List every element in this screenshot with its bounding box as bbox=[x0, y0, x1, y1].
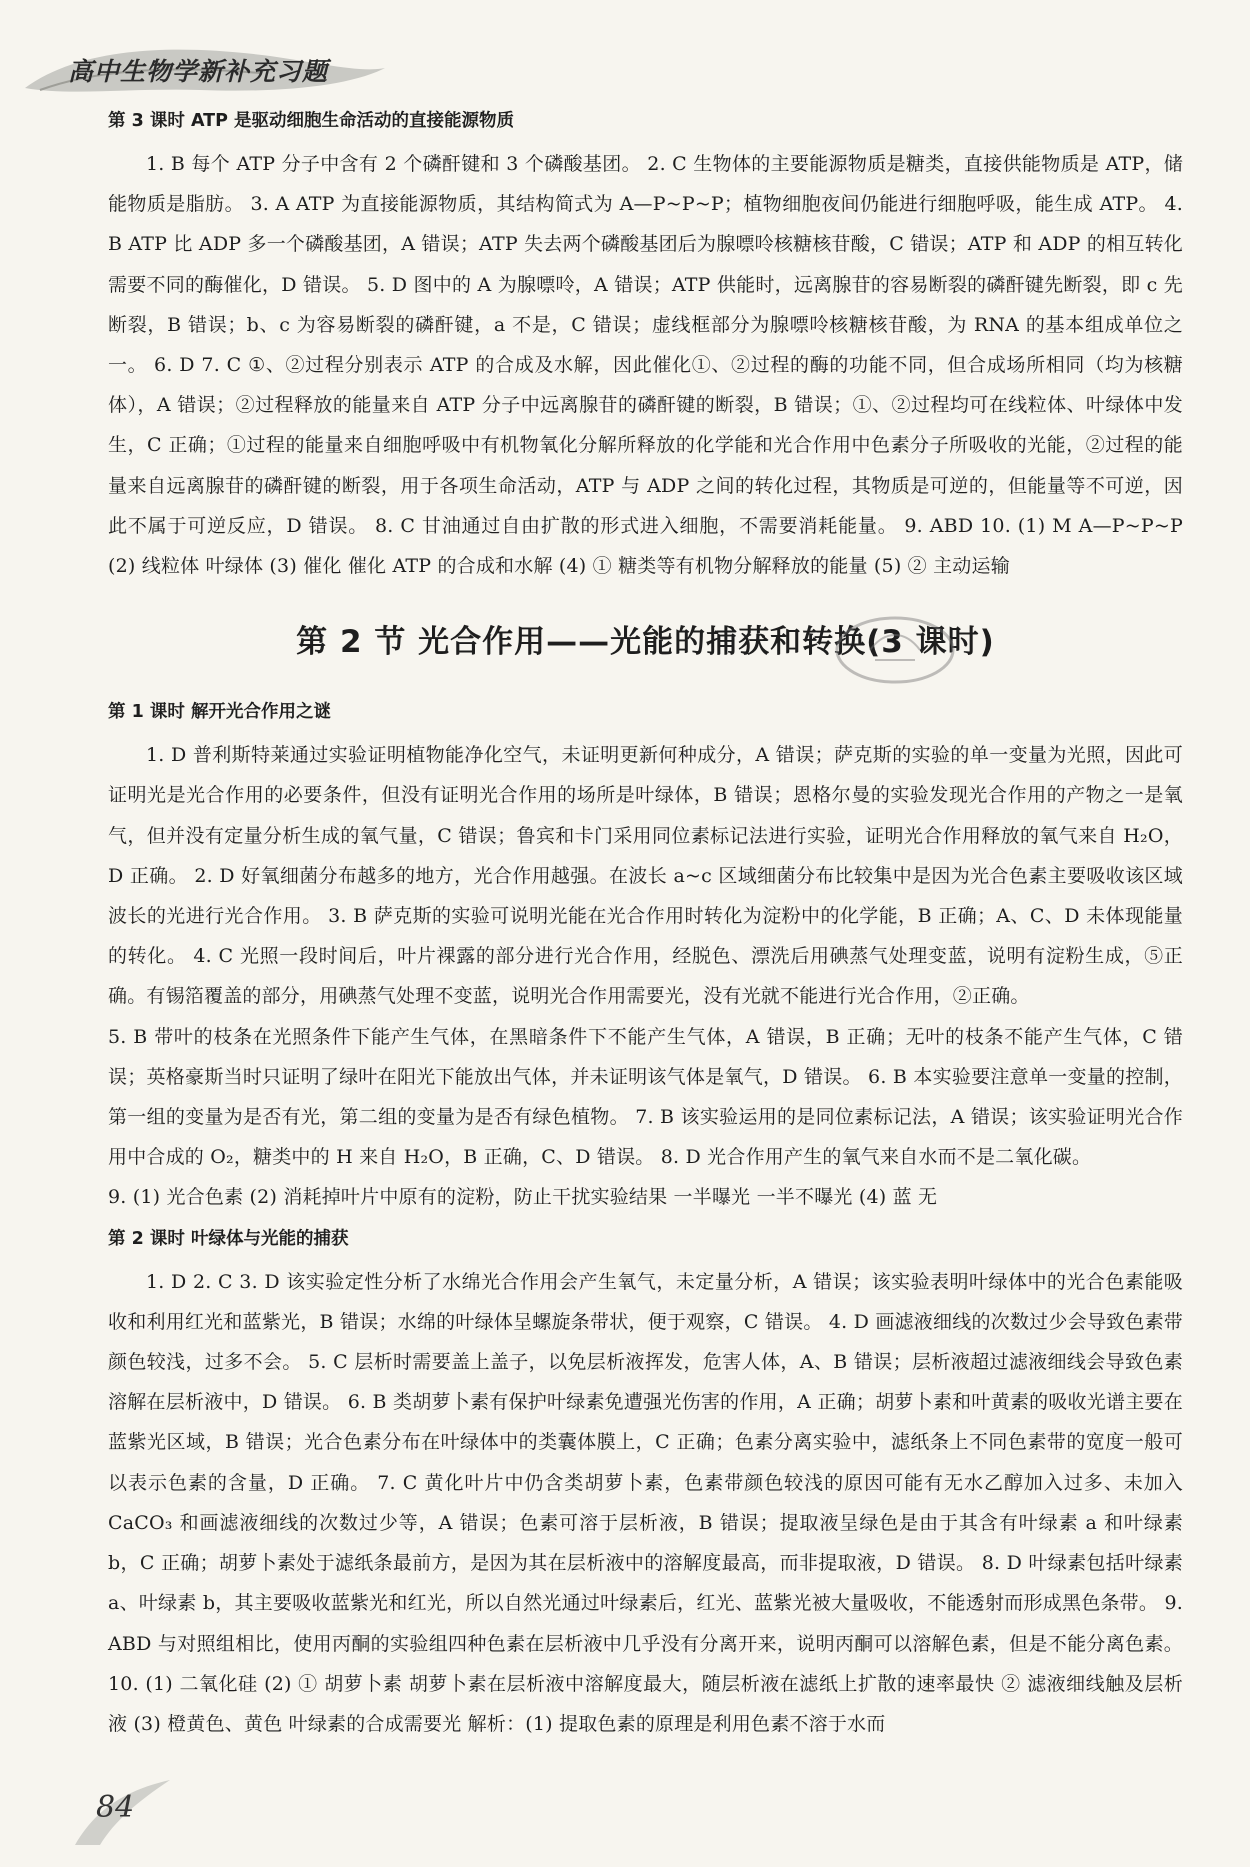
answer-paragraph: 1. D 普利斯特莱通过实验证明植物能净化空气，未证明更新何种成分，A 错误；萨克斯的实验的单一变量为光照，因此可证明光是光合作用的必要条件，但没有证明光合作用的场所是叶绿体，B 错误；恩格尔曼的实验发现光合作用的产物之一是氧气，但并没有定量分析生成的氧气量，C 错误；鲁宾和卡门采用同位素标记法进行实验，证明光合作用释放的氧气来自 H₂O，D 正确。 2. D 好氧细菌分布越多的地方，光合作用越强。在波长 a~c 区域细菌分布比较集中是因为光合色素主要吸收该区域波长的光进行光合作用。 3. B 萨克斯的实验可说明光能在光合作用时转化为淀粉中的化学能，B 正确；A、C、D 未体现能量的转化。 4. C 光照一段时间后，叶片裸露的部分进行光合作用，经脱色、漂洗后用碘蒸气处理变蓝，说明有淀粉生成，⑤正确。有锡箔覆盖的部分，用碘蒸气处理不变蓝，说明光合作用需要光，没有光就不能进行光合作用，②正确。 bbox=[108, 744, 1183, 1008]
answer-paragraph: 1. B 每个 ATP 分子中含有 2 个磷酐键和 3 个磷酸基团。 2. C 生物体的主要能源物质是糖类，直接供能物质是 ATP，储能物质是脂肪。 3. A ATP 为直接能源物质，其结构简式为 A—P~P~P；植物细胞夜间仍能进行细胞呼吸，能生成 ATP。 4. B ATP 比 ADP 多一个磷酸基团，A 错误；ATP 失去两个磷酸基团后为腺嘌呤核糖核苷酸，C 错误；ATP 和 ADP 的相互转化需要不同的酶催化，D 错误。 5. D 图中的 A 为腺嘌呤，A 错误；ATP 供能时，远离腺苷的容易断裂的磷酐键先断裂，即 c 先断裂，B 错误；b、c 为容易断裂的磷酐键，a 不是，C 错误；虚线框部分为腺嘌呤核糖核苷酸，为 RNA 的基本组成单位之一。 6. D 7. C ①、②过程分别表示 ATP 的合成及水解，因此催化①、②过程的酶的功能不同，但合成场所相同（均为核糖体），A 错误；②过程释放的能量来自 ATP 分子中远离腺苷的磷酐键的断裂，B 错误；①、②过程均可在线粒体、叶绿体中发生，C 正确；①过程的能量来自细胞呼吸中有机物氧化分解所释放的化学能和光合作用中色素分子所吸收的光能，②过程的能量来自远离腺苷的磷酐键的断裂，用于各项生命活动，ATP 与 ADP 之间的转化过程，其物质是可逆的，但能量等不可逆，因此不属于可逆反应，D 错误。 8. C 甘油通过自由扩散的形式进入细胞，不需要消耗能量。 9. ABD 10. (1) M A—P~P~P (2) 线粒体 叶绿体 (3) 催化 催化 ATP 的合成和水解 (4) ① 糖类等有机物分解释放的能量 (5) ② 主动运输 bbox=[108, 153, 1183, 578]
stamp-seal bbox=[830, 610, 960, 690]
answer-paragraph: 9. (1) 光合色素 (2) 消耗掉叶片中原有的淀粉，防止干扰实验结果 一半曝光 一半不曝光 (4) 蓝 无 bbox=[108, 1186, 938, 1209]
lesson-heading: 第 2 课时 叶绿体与光能的捕获 bbox=[108, 1228, 349, 1249]
section-title: 第 2 节 光合作用——光能的捕获和转换(3 课时) bbox=[296, 624, 995, 661]
answer-paragraph: 5. B 带叶的枝条在光照条件下能产生气体，在黑暗条件下不能产生气体，A 错误，B 正确；无叶的枝条不能产生气体，C 错误；英格豪斯当时只证明了绿叶在阳光下能放出气体，并未证明该气体是氧气，D 错误。 6. B 本实验要注意单一变量的控制，第一组的变量为是否有光，第二组的变量为是否有绿色植物。 7. B 该实验运用的是同位素标记法，A 错误；该实验证明光合作用中合成的 O₂，糖类中的 H 来自 H₂O，B 正确，C、D 错误。 8. D 光合作用产生的氧气来自水而不是二氧化碳。 bbox=[108, 1025, 1183, 1169]
lesson-heading: 第 3 课时 ATP 是驱动细胞生命活动的直接能源物质 bbox=[108, 111, 514, 131]
page-number: 84 bbox=[96, 1790, 135, 1825]
answer-paragraph: 1. D 2. C 3. D 该实验定性分析了水绵光合作用会产生氧气，未定量分析，A 错误；该实验表明叶绿体中的光合色素能吸收和利用红光和蓝紫光，B 错误；水绵的叶绿体呈螺旋条带状，便于观察，C 错误。 4. D 画滤液细线的次数过少会导致色素带颜色较浅，过多不会。 5. C 层析时需要盖上盖子，以免层析液挥发，危害人体，A、B 错误；层析液超过滤液细线会导致色素溶解在层析液中，D 错误。 6. B 类胡萝卜素有保护叶绿素免遭强光伤害的作用，A 正确；胡萝卜素和叶黄素的吸收光谱主要在蓝紫光区域，B 错误；光合色素分布在叶绿体中的类囊体膜上，C 正确；色素分离实验中，滤纸条上不同色素带的宽度一般可以表示色素的含量，D 正确。 7. C 黄化叶片中仍含类胡萝卜素，色素带颜色较浅的原因可能有无水乙醇加入过多、未加入 CaCO₃ 和画滤液细线的次数过少等，A 错误；色素可溶于层析液，B 错误；提取液呈绿色是由于其含有叶绿素 a 和叶绿素 b，C 正确；胡萝卜素处于滤纸条最前方，是因为其在层析液中的溶解度最高，而非提取液，D 错误。 8. D 叶绿素包括叶绿素 a、叶绿素 b，其主要吸收蓝紫光和红光，所以自然光通过叶绿素后，红光、蓝紫光被大量吸收，不能透射而形成黑色条带。 9. ABD 与对照组相比，使用丙酮的实验组四种色素在层析液中几乎没有分离开来，说明丙酮可以溶解色素，但是不能分离色素。 10. (1) 二氧化硅 (2) ① 胡萝卜素 胡萝卜素在层析液中溶解度最大，随层析液在滤纸上扩散的速率最快 ② 滤液细线触及层析液 (3) 橙黄色、黄色 叶绿素的合成需要光 解析：(1) 提取色素的原理是利用色素不溶于水而 bbox=[108, 1270, 1183, 1735]
lesson-heading: 第 1 课时 解开光合作用之谜 bbox=[108, 702, 331, 723]
book-title: 高中生物学新补充习题 bbox=[68, 57, 329, 86]
page-content bbox=[108, 100, 1183, 1744]
